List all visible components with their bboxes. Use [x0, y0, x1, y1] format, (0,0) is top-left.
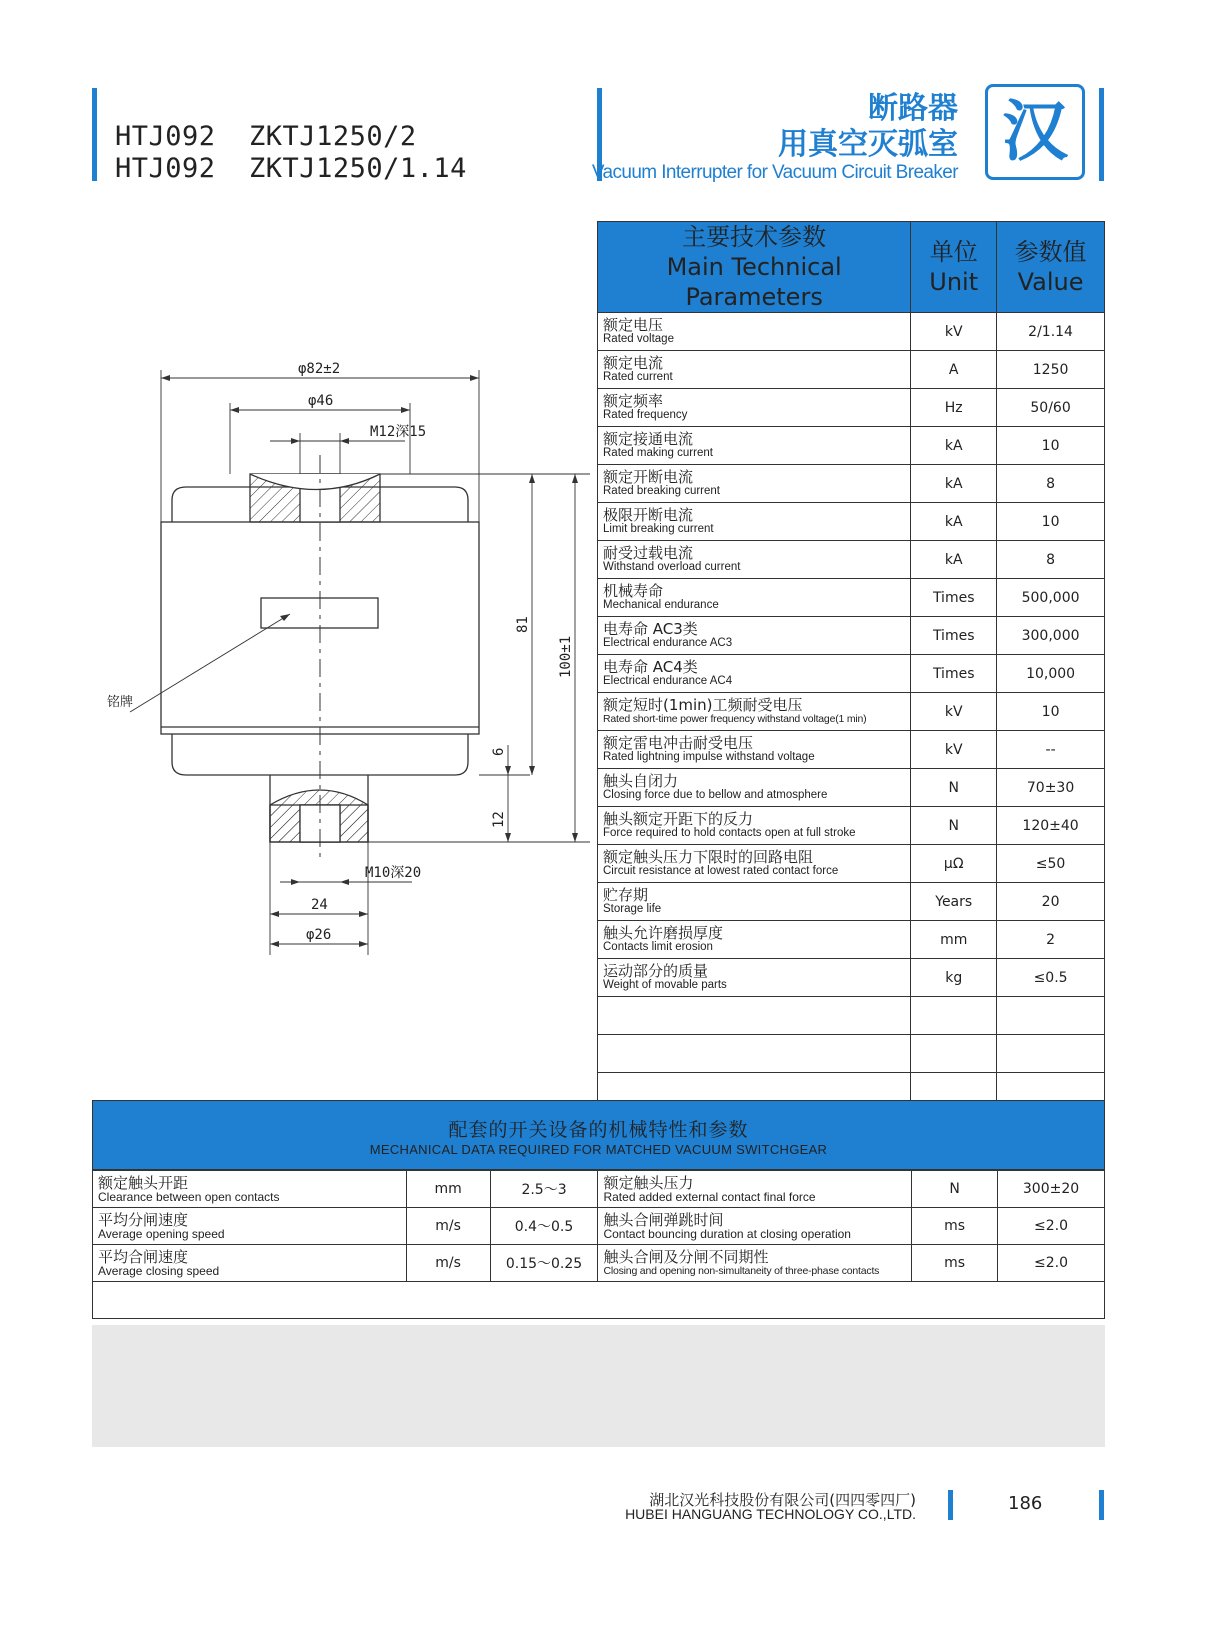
row-name-en: Weight of movable parts [603, 979, 727, 991]
row-value: 50/60 [997, 389, 1105, 427]
table-row [598, 541, 1105, 579]
table-row [598, 465, 1105, 503]
logo-glyph: 汉 [1002, 93, 1068, 170]
mech-value: 300±20 [998, 1171, 1105, 1208]
row-name-en: Rated voltage [603, 333, 674, 345]
mech-unit: N [912, 1171, 998, 1208]
mech-name-en: Contact bouncing duration at closing operation [603, 1226, 851, 1241]
row-name-en: Withstand overload current [603, 561, 741, 573]
row-name-cn: 额定频率 [603, 392, 664, 410]
row-name-cn: 电寿命 AC3类 [603, 620, 698, 638]
mech-name-cn: 触头合闸弹跳时间 [603, 1210, 724, 1229]
row-name-en: Rated lightning impulse withstand voltage [603, 751, 815, 763]
dim-h12: 12 [491, 811, 507, 828]
table-row [598, 313, 1105, 351]
table-row [598, 731, 1105, 769]
row-name-cn: 额定电压 [603, 316, 664, 334]
row-name-en: Circuit resistance at lowest rated contact force [603, 865, 839, 877]
model-line-2: HTJ092 ZKTJ1250/1.14 [115, 153, 467, 184]
mech-value: 2.5～3 [490, 1171, 598, 1208]
row-name-cn: 贮存期 [603, 886, 649, 904]
row-name-en: Rated frequency [603, 409, 688, 421]
row-name-cn: 电寿命 AC4类 [603, 658, 698, 676]
dim-h100: 100±1 [558, 635, 574, 678]
footer-company-cn: 湖北汉光科技股份有限公司(四四零四厂) [649, 1491, 916, 1509]
row-value: ≤0.5 [997, 959, 1105, 997]
row-unit: kA [911, 465, 997, 503]
header-left-bar [92, 88, 97, 181]
title-en: Vacuum Interrupter for Vacuum Circuit Breaker [591, 162, 958, 183]
header-unit [911, 222, 997, 313]
mech-value: ≤2.0 [998, 1245, 1105, 1282]
table-row [598, 769, 1105, 807]
mech-unit: ms [912, 1208, 998, 1245]
mech-title-en: MECHANICAL DATA REQUIRED FOR MATCHED VACUUM SWITCHGEAR [369, 1142, 828, 1157]
row-name-cn: 触头允许磨损厚度 [603, 924, 724, 942]
row-unit: Times [911, 655, 997, 693]
row-name-en: Force required to hold contacts open at full stroke [603, 827, 856, 839]
row-unit: Times [911, 579, 997, 617]
row-name-cn: 触头额定开距下的反力 [603, 810, 754, 828]
row-value: 8 [997, 541, 1105, 579]
header-value-cn: 参数值 [1014, 238, 1087, 266]
row-unit: Hz [911, 389, 997, 427]
mech-unit: ms [912, 1245, 998, 1282]
mech-name-en: Clearance between open contacts [98, 1189, 280, 1204]
mech-value: ≤2.0 [998, 1208, 1105, 1245]
params-header-row [598, 222, 1105, 313]
row-name-cn: 额定雷电冲击耐受电压 [603, 734, 754, 752]
mech-name-en: Average closing speed [98, 1263, 220, 1278]
table-row [93, 1245, 1105, 1282]
row-value: 500,000 [997, 579, 1105, 617]
main-parameters-table [597, 221, 1105, 1111]
table-row [598, 693, 1105, 731]
table-row [598, 845, 1105, 883]
model-line-1: HTJ092 ZKTJ1250/2 [115, 121, 417, 152]
table-row [598, 655, 1105, 693]
row-unit: kV [911, 693, 997, 731]
row-unit: Times [911, 617, 997, 655]
header-value [997, 222, 1105, 313]
row-value: 10,000 [997, 655, 1105, 693]
title-cn-line1: 断路器 [868, 91, 958, 126]
row-value: 10 [997, 693, 1105, 731]
row-name-en: Storage life [603, 903, 662, 915]
row-name-en: Rated current [603, 371, 673, 383]
table-row [598, 427, 1105, 465]
row-unit: kg [911, 959, 997, 997]
header-unit-cn: 单位 [929, 238, 978, 266]
table-row [598, 389, 1105, 427]
dim-m10: M10深20 [365, 865, 422, 881]
table-row [93, 1171, 1105, 1208]
row-value: 1250 [997, 351, 1105, 389]
table-row [598, 579, 1105, 617]
header-unit-en: Unit [929, 268, 979, 296]
table-row [598, 921, 1105, 959]
mech-value: 0.15～0.25 [490, 1245, 598, 1282]
row-unit: μΩ [911, 845, 997, 883]
row-unit: kA [911, 427, 997, 465]
grey-panel [92, 1325, 1105, 1447]
row-value: ≤50 [997, 845, 1105, 883]
header-parameter-cn: 主要技术参数 [682, 223, 827, 251]
row-value: 300,000 [997, 617, 1105, 655]
footer-bar-right [1099, 1490, 1104, 1520]
empty-row [93, 1282, 1105, 1319]
dim-d82: φ82±2 [298, 361, 341, 377]
table-row [93, 1208, 1105, 1245]
mech-name-cn: 额定触头压力 [603, 1173, 694, 1192]
header-right-bar [1099, 88, 1104, 181]
table-row [598, 503, 1105, 541]
mech-name-en: Rated added external contact final force [603, 1189, 816, 1204]
empty-row [598, 1035, 1105, 1073]
dim-d26: φ26 [306, 927, 332, 943]
row-name-en: Electrical endurance AC3 [603, 637, 733, 649]
row-value: 20 [997, 883, 1105, 921]
mech-name-cn: 额定触头开距 [98, 1173, 189, 1192]
row-name-cn: 额定电流 [603, 354, 664, 372]
empty-row [598, 997, 1105, 1035]
row-unit: N [911, 807, 997, 845]
mech-title-cn: 配套的开关设备的机械特性和参数 [448, 1119, 749, 1141]
row-value: 10 [997, 503, 1105, 541]
row-value: 2 [997, 921, 1105, 959]
header-parameter [598, 222, 911, 313]
page-number: 186 [1008, 1493, 1043, 1514]
nameplate-label: 铭牌 [107, 695, 134, 710]
vacuum-interrupter-drawing [90, 350, 595, 970]
dim-m12: M12深15 [370, 424, 427, 440]
mech-header [92, 1100, 1105, 1170]
table-row [598, 959, 1105, 997]
mech-name-cn: 平均分闸速度 [98, 1210, 189, 1229]
row-value: 10 [997, 427, 1105, 465]
mech-unit: m/s [406, 1208, 490, 1245]
row-value: -- [997, 731, 1105, 769]
row-unit: A [911, 351, 997, 389]
row-name-en: Rated short-time power frequency withstand voltage(1 min) [603, 713, 867, 725]
row-value: 120±40 [997, 807, 1105, 845]
header-value-en: Value [1017, 268, 1084, 296]
table-row [598, 807, 1105, 845]
row-name-en: Electrical endurance AC4 [603, 675, 733, 687]
row-name-cn: 机械寿命 [603, 582, 664, 600]
footer-bar-left [948, 1490, 953, 1520]
row-name-en: Mechanical endurance [603, 599, 719, 611]
mech-table [92, 1170, 1105, 1319]
title-cn-line2: 用真空灭弧室 [778, 127, 958, 162]
dim-d46: φ46 [308, 393, 334, 409]
mech-unit: m/s [406, 1245, 490, 1282]
row-value: 2/1.14 [997, 313, 1105, 351]
footer-company-en: HUBEI HANGUANG TECHNOLOGY CO.,LTD. [625, 1506, 916, 1522]
mech-name-cn: 平均合闸速度 [98, 1247, 189, 1266]
row-name-cn: 触头自闭力 [603, 772, 679, 790]
row-name-cn: 额定触头压力下限时的回路电阻 [603, 848, 814, 866]
row-name-cn: 运动部分的质量 [603, 962, 709, 980]
row-name-cn: 耐受过载电流 [603, 544, 694, 562]
row-value: 70±30 [997, 769, 1105, 807]
company-logo [985, 84, 1085, 180]
mech-value: 0.4～0.5 [490, 1208, 598, 1245]
row-name-cn: 额定接通电流 [603, 430, 694, 448]
row-name-en: Rated breaking current [603, 485, 720, 497]
dim-w24: 24 [311, 897, 328, 913]
row-name-cn: 极限开断电流 [603, 506, 694, 524]
row-unit: kA [911, 503, 997, 541]
dim-h6: 6 [491, 747, 507, 756]
row-name-en: Limit breaking current [603, 523, 714, 535]
row-name-en: Contacts limit erosion [603, 941, 713, 953]
row-unit: kV [911, 731, 997, 769]
row-unit: Years [911, 883, 997, 921]
row-name-cn: 额定短时(1min)工频耐受电压 [603, 696, 803, 714]
row-unit: kA [911, 541, 997, 579]
header-parameter-en: Main Technical Parameters [666, 253, 842, 311]
row-unit: mm [911, 921, 997, 959]
mech-name-en: Average opening speed [98, 1226, 225, 1241]
row-name-en: Rated making current [603, 447, 713, 459]
row-unit: N [911, 769, 997, 807]
mech-name-cn: 触头合闸及分闸不同期性 [603, 1247, 769, 1266]
table-row [598, 617, 1105, 655]
dim-h81: 81 [515, 616, 531, 633]
row-value: 8 [997, 465, 1105, 503]
row-unit: kV [911, 313, 997, 351]
table-row [598, 351, 1105, 389]
mech-name-en: Closing and opening non-simultaneity of three-phase contacts [603, 1264, 880, 1277]
mech-unit: mm [406, 1171, 490, 1208]
table-row [598, 883, 1105, 921]
row-name-en: Closing force due to bellow and atmosphere [603, 789, 828, 801]
row-name-cn: 额定开断电流 [603, 468, 694, 486]
